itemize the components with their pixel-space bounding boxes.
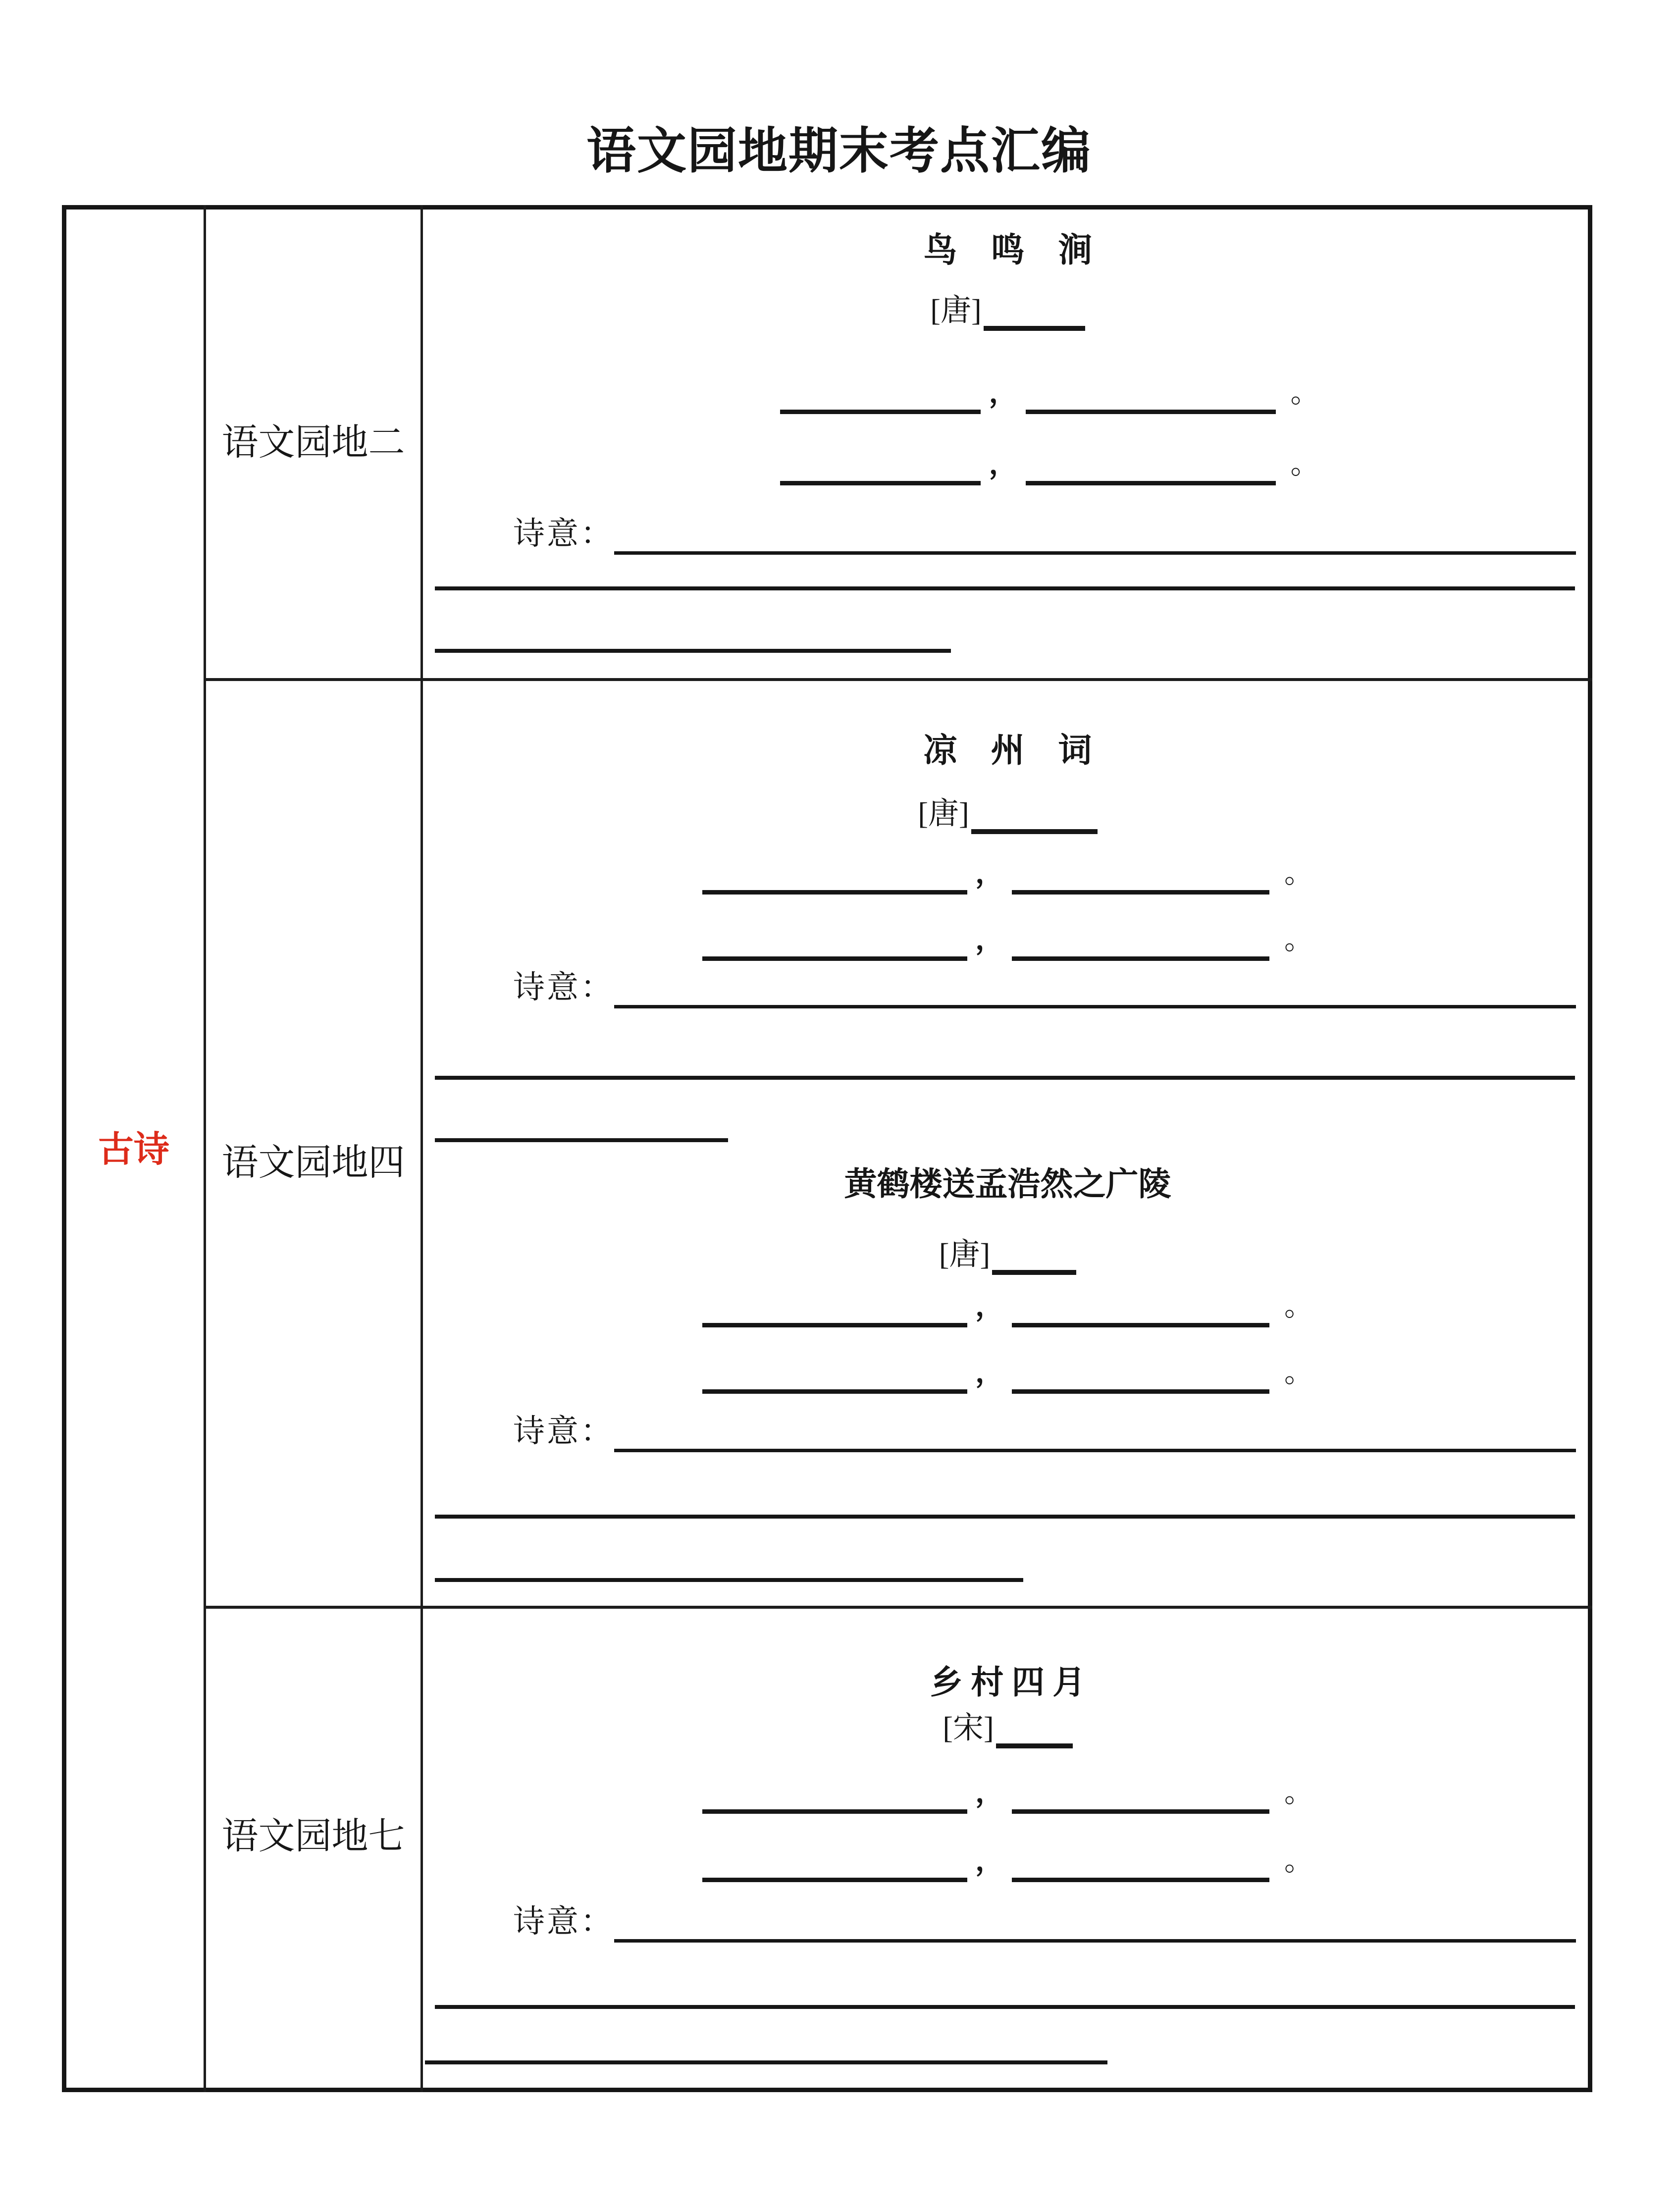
- continuation-line-full: [435, 586, 1575, 590]
- poem-title-huanghelou: 黄鹤楼送孟浩然之广陵: [844, 1166, 1171, 1203]
- verse-line-row: [465, 446, 1634, 485]
- category-label: 古诗: [98, 1130, 169, 1169]
- row-label-unit2: 语文园地二: [221, 422, 405, 463]
- verse-comma: ，: [975, 1290, 1004, 1322]
- verse-blank-line: [1012, 1317, 1269, 1327]
- dynasty-label: [唐]: [918, 797, 969, 831]
- poem-title-xiangcunsiyue: 乡 村 四 月: [930, 1665, 1086, 1701]
- verse-blank-line: [780, 404, 981, 414]
- verse-line-row: [423, 1288, 1592, 1327]
- verse-period: 。: [1284, 1776, 1313, 1808]
- verse-blank-line: [702, 1317, 967, 1327]
- meaning-row: [513, 969, 1576, 1008]
- meaning-label: 诗意：: [513, 1414, 614, 1449]
- verse-comma: ，: [975, 1776, 1004, 1808]
- poem-author-row: [423, 1235, 1592, 1273]
- verse-comma: ，: [975, 1844, 1004, 1877]
- continuation-line-short: [435, 649, 951, 653]
- verse-blank-line: [1012, 950, 1269, 961]
- dynasty-label: [宋]: [943, 1711, 994, 1745]
- author-blank-line: [984, 320, 1085, 331]
- meaning-blank-line: [614, 1932, 1576, 1943]
- verse-line-row: [423, 1354, 1592, 1394]
- dynasty-label: [唐]: [939, 1238, 991, 1271]
- poem-title-liangzhouci: 凉 州 词: [923, 732, 1092, 769]
- continuation-line-short: [425, 2060, 1107, 2064]
- verse-comma: ，: [975, 923, 1004, 955]
- continuation-line-full: [435, 1076, 1575, 1080]
- author-blank-line: [971, 823, 1098, 834]
- meaning-label: 诗意：: [513, 1904, 614, 1939]
- meaning-row: [513, 1413, 1576, 1452]
- row-divider-1: [204, 678, 1592, 681]
- row-label-unit4: 语文园地四: [221, 1143, 405, 1183]
- continuation-line-full: [435, 1515, 1575, 1519]
- dynasty-label: [唐]: [930, 294, 982, 327]
- verse-blank-line: [1012, 884, 1269, 895]
- verse-period: 。: [1290, 448, 1319, 480]
- verse-blank-line: [1026, 475, 1276, 485]
- meaning-label: 诗意：: [513, 516, 614, 551]
- verse-period: 。: [1284, 1356, 1313, 1388]
- verse-blank-line: [702, 1872, 967, 1882]
- verse-period: 。: [1284, 1290, 1313, 1322]
- poem-author-row: [423, 291, 1592, 329]
- verse-blank-line: [702, 1803, 967, 1814]
- verse-period: 。: [1284, 857, 1313, 889]
- poem-author-row: [423, 1709, 1592, 1746]
- continuation-line-short: [435, 1138, 728, 1142]
- verse-blank-line: [1026, 404, 1276, 414]
- page-title: 语文园地期末考点汇编: [586, 124, 1092, 179]
- meaning-blank-line: [614, 998, 1576, 1008]
- meaning-blank-line: [614, 544, 1576, 555]
- continuation-line-full: [435, 2005, 1575, 2009]
- verse-line-row: [423, 855, 1592, 895]
- verse-period: 。: [1290, 376, 1319, 409]
- verse-line-row: [423, 921, 1592, 961]
- meaning-row: [513, 1903, 1576, 1943]
- meaning-blank-line: [614, 1442, 1576, 1452]
- row-divider-2: [204, 1606, 1592, 1609]
- verse-line-row: [423, 1843, 1592, 1882]
- poem-author-row: [423, 794, 1592, 832]
- verse-period: 。: [1284, 1844, 1313, 1877]
- verse-line-row: [465, 374, 1634, 414]
- verse-line-row: [423, 1774, 1592, 1814]
- verse-blank-line: [780, 475, 981, 485]
- verse-blank-line: [702, 1383, 967, 1394]
- meaning-label: 诗意：: [513, 970, 614, 1005]
- verse-blank-line: [1012, 1872, 1269, 1882]
- verse-comma: ，: [975, 1356, 1004, 1388]
- verse-blank-line: [702, 950, 967, 961]
- meaning-row: [513, 515, 1576, 555]
- verse-blank-line: [1012, 1383, 1269, 1394]
- author-blank-line: [992, 1264, 1076, 1275]
- author-blank-line: [996, 1738, 1073, 1748]
- verse-comma: ，: [975, 857, 1004, 889]
- poem-title-niaomingjian: 鸟 鸣 涧: [923, 231, 1092, 269]
- verse-blank-line: [1012, 1803, 1269, 1814]
- verse-period: 。: [1284, 923, 1313, 955]
- verse-blank-line: [702, 884, 967, 895]
- verse-comma: ，: [989, 376, 1018, 409]
- row-label-unit7: 语文园地七: [221, 1816, 405, 1857]
- verse-comma: ，: [989, 448, 1018, 480]
- continuation-line-short: [435, 1578, 1023, 1582]
